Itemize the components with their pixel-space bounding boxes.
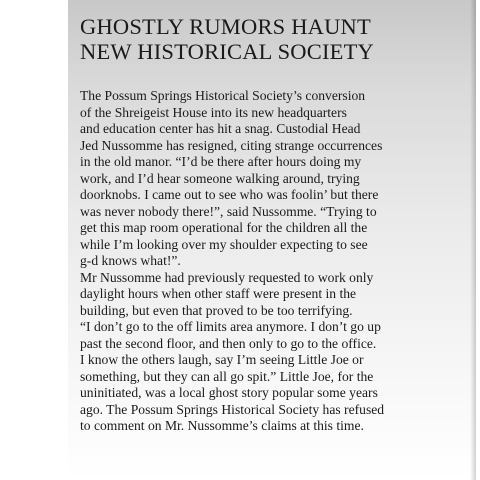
article-line: Jed Nussomme has resigned, citing strange occurrences [80,137,383,153]
article-line: I know the others laugh, say I’m seeing Little Joe or [80,352,364,367]
article-line: and education center has hit a snag. Custodial Head [80,121,361,136]
article-headline [80,14,470,64]
article-line: doorknobs. I came out to see who was foolin’ but there [80,187,379,202]
article-line: get this map room operational for the children all the [80,220,368,235]
article-line: building, but even that proved to be too terrifying. [80,302,353,318]
article-line: ago. The Possum Springs Historical Society has refused [80,401,385,417]
article-line: Mr Nussomme had previously requested to work only [80,269,374,285]
article-line: something, but they can all go spit.” Little Joe, for the [80,368,374,384]
article-line: to comment on Mr. Nussomme’s claims at this time. [80,418,364,433]
article-line: of the Shreigeist House into its new headquarters [80,104,347,120]
article-line: “I don’t go to the off limits area anymore. I don’t go up [80,319,381,334]
article-line: The Possum Springs Historical Society’s conversion [80,88,366,103]
article-line: g-d knows what!”. [80,253,181,268]
article-line: uninitiated, was a local ghost story popular some years [80,385,378,400]
article-line: while I’m looking over my shoulder expecting to see [80,236,368,252]
headline-line-2: NEW HISTORICAL SOCIETY [80,39,374,64]
article-body [80,88,475,435]
article-line: was never nobody there!”, said Nussomme. “Trying to [80,203,377,219]
article-line: in the old manor. “I’d be there after hours doing my [80,154,362,169]
article-line: daylight hours when other staff were present in the [80,286,357,301]
article-line: work, and I’d hear someone walking around, trying [80,170,360,186]
article-line: past the second floor, and then only to go to the office. [80,335,377,351]
headline-line-1: GHOSTLY RUMORS HAUNT [80,14,371,39]
